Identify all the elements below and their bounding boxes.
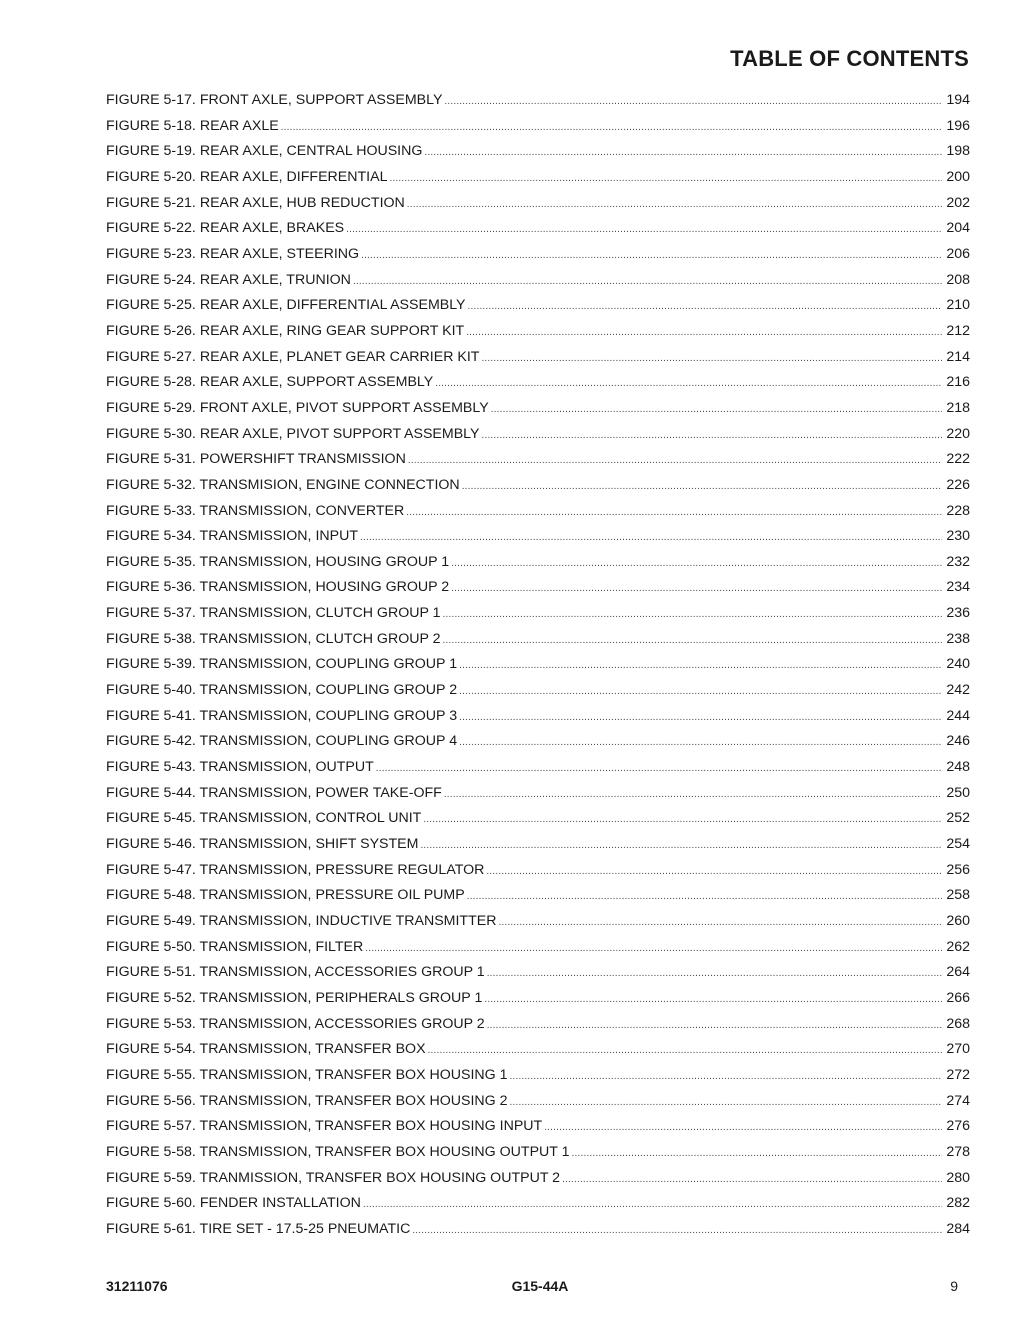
toc-entry-label: FIGURE 5-22. REAR AXLE, BRAKES: [106, 220, 345, 237]
toc-entry[interactable]: [106, 216, 970, 242]
toc-entry-page: 210: [946, 297, 970, 314]
toc-entry[interactable]: [106, 499, 970, 525]
dot-leader: [544, 1115, 942, 1141]
toc-entry-page: 274: [946, 1092, 970, 1109]
dot-leader: [389, 166, 942, 192]
toc-entry-label: FIGURE 5-41. TRANSMISSION, COUPLING GROUP 3: [106, 707, 458, 724]
dot-leader: [572, 1141, 942, 1167]
toc-entry-label: FIGURE 5-58. TRANSMISSION, TRANSFER BOX HOUSING OUTPUT 1: [106, 1143, 570, 1160]
footer-part-number: 31211076: [106, 1278, 168, 1294]
dot-leader: [481, 346, 942, 372]
dot-leader: [420, 833, 942, 859]
toc-list: [106, 88, 970, 1243]
toc-entry-page: 204: [946, 220, 970, 237]
toc-entry-page: 196: [946, 117, 970, 134]
toc-entry-label: FIGURE 5-61. TIRE SET - 17.5-25 PNEUMATIC: [106, 1220, 411, 1237]
dot-leader: [487, 1013, 942, 1039]
toc-entry-page: 282: [946, 1195, 970, 1212]
toc-entry-label: FIGURE 5-42. TRANSMISSION, COUPLING GROUP 4: [106, 733, 458, 750]
toc-entry-label: FIGURE 5-59. TRANMISSION, TRANSFER BOX HOUSING OUTPUT 2: [106, 1169, 561, 1186]
toc-entry-page: 258: [946, 887, 970, 904]
toc-entry[interactable]: [106, 345, 970, 371]
toc-entry-page: 252: [946, 810, 970, 827]
toc-entry-label: FIGURE 5-56. TRANSMISSION, TRANSFER BOX HOUSING 2: [106, 1092, 508, 1109]
toc-entry-page: 254: [946, 836, 970, 853]
toc-entry[interactable]: [106, 627, 970, 653]
dot-leader: [487, 961, 942, 987]
dot-leader: [428, 1038, 942, 1064]
toc-entry[interactable]: [106, 883, 970, 909]
dot-leader: [281, 115, 942, 141]
toc-entry-label: FIGURE 5-45. TRANSMISSION, CONTROL UNIT: [106, 810, 422, 827]
toc-entry-label: FIGURE 5-51. TRANSMISSION, ACCESSORIES GROUP 1: [106, 964, 485, 981]
dot-leader: [484, 987, 942, 1013]
toc-entry-page: 276: [946, 1118, 970, 1135]
toc-entry-label: FIGURE 5-26. REAR AXLE, RING GEAR SUPPORT KIT: [106, 322, 465, 339]
toc-entry-page: 264: [946, 964, 970, 981]
dot-leader: [406, 500, 942, 526]
dot-leader: [361, 243, 942, 269]
dot-leader: [444, 89, 942, 115]
toc-entry-label: FIGURE 5-20. REAR AXLE, DIFFERENTIAL: [106, 168, 388, 185]
toc-entry-label: FIGURE 5-47. TRANSMISSION, PRESSURE REGULATOR: [106, 861, 485, 878]
toc-entry[interactable]: [106, 242, 970, 268]
toc-entry-label: FIGURE 5-17. FRONT AXLE, SUPPORT ASSEMBLY: [106, 92, 443, 108]
toc-entry-label: FIGURE 5-39. TRANSMISSION, COUPLING GROUP 1: [106, 656, 458, 673]
dot-leader: [424, 140, 942, 166]
toc-entry[interactable]: [106, 447, 970, 473]
toc-entry[interactable]: [106, 1063, 970, 1089]
toc-entry[interactable]: [106, 678, 970, 704]
toc-entry[interactable]: [106, 191, 970, 217]
toc-entry-page: 242: [946, 682, 970, 699]
dot-leader: [363, 1192, 942, 1218]
dot-leader: [412, 1218, 942, 1244]
toc-entry-page: 212: [946, 322, 970, 339]
toc-entry[interactable]: [106, 88, 970, 114]
toc-entry[interactable]: [106, 1037, 970, 1063]
toc-entry-label: FIGURE 5-36. TRANSMISSION, HOUSING GROUP 2: [106, 579, 450, 596]
toc-entry[interactable]: [106, 806, 970, 832]
toc-entry-label: FIGURE 5-54. TRANSMISSION, TRANSFER BOX: [106, 1041, 426, 1058]
dot-leader: [451, 551, 942, 577]
dot-leader: [467, 884, 942, 910]
toc-entry-page: 246: [946, 733, 970, 750]
toc-entry-label: FIGURE 5-40. TRANSMISSION, COUPLING GROUP 2: [106, 682, 458, 699]
toc-entry-label: FIGURE 5-35. TRANSMISSION, HOUSING GROUP 1: [106, 553, 450, 570]
toc-entry-page: 200: [946, 168, 970, 185]
toc-entry-page: 280: [946, 1169, 970, 1186]
toc-entry[interactable]: [106, 473, 970, 499]
toc-entry-label: FIGURE 5-55. TRANSMISSION, TRANSFER BOX HOUSING 1: [106, 1066, 508, 1083]
toc-entry-label: FIGURE 5-60. FENDER INSTALLATION: [106, 1195, 361, 1212]
toc-entry-page: 238: [946, 630, 970, 647]
dot-leader: [510, 1090, 942, 1116]
toc-entry[interactable]: [106, 986, 970, 1012]
page-title: TABLE OF CONTENTS: [730, 46, 969, 71]
toc-entry-page: 240: [946, 656, 970, 673]
toc-entry-page: 202: [946, 194, 970, 211]
dot-leader: [353, 269, 942, 295]
toc-entry-page: 250: [946, 784, 970, 801]
toc-entry-label: FIGURE 5-19. REAR AXLE, CENTRAL HOUSING: [106, 143, 423, 160]
toc-entry-page: 236: [946, 605, 970, 622]
toc-entry-label: FIGURE 5-37. TRANSMISSION, CLUTCH GROUP 1: [106, 605, 441, 622]
dot-leader: [486, 859, 942, 885]
toc-entry[interactable]: [106, 524, 970, 550]
dot-leader: [459, 679, 942, 705]
toc-entry[interactable]: [106, 935, 970, 961]
toc-entry-page: 278: [946, 1143, 970, 1160]
toc-entry[interactable]: [106, 601, 970, 627]
toc-entry-label: FIGURE 5-53. TRANSMISSION, ACCESSORIES GROUP 2: [106, 1015, 485, 1032]
toc-entry-page: 222: [946, 451, 970, 468]
toc-entry[interactable]: [106, 114, 970, 140]
toc-entry[interactable]: [106, 575, 970, 601]
toc-entry[interactable]: [106, 319, 970, 345]
toc-entry-label: FIGURE 5-38. TRANSMISSION, CLUTCH GROUP 2: [106, 630, 441, 647]
dot-leader: [443, 628, 942, 654]
toc-entry[interactable]: [106, 1114, 970, 1140]
dot-leader: [491, 397, 942, 423]
toc-entry-page: 266: [946, 989, 970, 1006]
toc-entry[interactable]: [106, 139, 970, 165]
dot-leader: [376, 756, 942, 782]
toc-entry-label: FIGURE 5-21. REAR AXLE, HUB REDUCTION: [106, 194, 405, 211]
toc-entry-page: 194: [946, 92, 970, 108]
toc-entry-page: 220: [946, 425, 970, 442]
dot-leader: [481, 423, 942, 449]
dot-leader: [468, 294, 942, 320]
dot-leader: [346, 217, 942, 243]
dot-leader: [462, 474, 942, 500]
footer-page-number: 9: [950, 1278, 958, 1294]
toc-entry[interactable]: [106, 550, 970, 576]
dot-leader: [510, 1064, 942, 1090]
toc-entry-page: 234: [946, 579, 970, 596]
dot-leader: [459, 730, 942, 756]
toc-entry-label: FIGURE 5-46. TRANSMISSION, SHIFT SYSTEM: [106, 836, 419, 853]
toc-entry[interactable]: [106, 165, 970, 191]
toc-entry-page: 228: [946, 502, 970, 519]
toc-entry-page: 198: [946, 143, 970, 160]
dot-leader: [407, 192, 942, 218]
toc-entry-page: 230: [946, 528, 970, 545]
toc-entry-page: 244: [946, 707, 970, 724]
dot-leader: [498, 910, 942, 936]
toc-entry[interactable]: [106, 268, 970, 294]
toc-entry[interactable]: [106, 704, 970, 730]
toc-entry[interactable]: [106, 1191, 970, 1217]
toc-entry-label: FIGURE 5-57. TRANSMISSION, TRANSFER BOX HOUSING INPUT: [106, 1118, 543, 1135]
toc-entry-label: FIGURE 5-48. TRANSMISSION, PRESSURE OIL PUMP: [106, 887, 465, 904]
toc-entry[interactable]: [106, 293, 970, 319]
toc-entry-label: FIGURE 5-33. TRANSMISSION, CONVERTER: [106, 502, 405, 519]
toc-entry[interactable]: [106, 396, 970, 422]
dot-leader: [443, 602, 942, 628]
toc-entry-page: 262: [946, 938, 970, 955]
dot-leader: [444, 782, 942, 808]
dot-leader: [360, 525, 942, 551]
toc-entry-label: FIGURE 5-28. REAR AXLE, SUPPORT ASSEMBLY: [106, 374, 434, 391]
toc-entry-page: 284: [946, 1220, 970, 1237]
toc-entry-label: FIGURE 5-18. REAR AXLE: [106, 117, 279, 134]
toc-entry[interactable]: [106, 370, 970, 396]
toc-entry-page: 248: [946, 759, 970, 776]
toc-entry-label: FIGURE 5-25. REAR AXLE, DIFFERENTIAL ASSEMBLY: [106, 297, 466, 314]
footer-model: G15-44A: [511, 1278, 569, 1294]
toc-entry-label: FIGURE 5-32. TRANSMISION, ENGINE CONNECTION: [106, 476, 460, 493]
dot-leader: [451, 576, 942, 602]
toc-entry-page: 214: [946, 348, 970, 365]
toc-entry-page: 216: [946, 374, 970, 391]
toc-entry-page: 232: [946, 553, 970, 570]
toc-entry[interactable]: [106, 960, 970, 986]
toc-entry[interactable]: [106, 652, 970, 678]
toc-entry[interactable]: [106, 832, 970, 858]
toc-entry-label: FIGURE 5-43. TRANSMISSION, OUTPUT: [106, 759, 374, 776]
toc-entry-page: 256: [946, 861, 970, 878]
toc-entry-label: FIGURE 5-52. TRANSMISSION, PERIPHERALS GROUP 1: [106, 989, 483, 1006]
toc-entry-label: FIGURE 5-44. TRANSMISSION, POWER TAKE-OFF: [106, 784, 442, 801]
toc-entry[interactable]: [106, 1217, 970, 1243]
toc-entry-page: 226: [946, 476, 970, 493]
toc-entry[interactable]: [106, 1166, 970, 1192]
toc-entry[interactable]: [106, 1012, 970, 1038]
toc-entry-page: 206: [946, 245, 970, 262]
toc-entry-page: 270: [946, 1041, 970, 1058]
toc-entry[interactable]: [106, 909, 970, 935]
toc-entry[interactable]: [106, 422, 970, 448]
dot-leader: [459, 653, 942, 679]
toc-entry-label: FIGURE 5-23. REAR AXLE, STEERING: [106, 245, 360, 262]
toc-entry[interactable]: [106, 1089, 970, 1115]
toc-entry[interactable]: [106, 781, 970, 807]
dot-leader: [459, 705, 942, 731]
toc-entry-page: 218: [946, 399, 970, 416]
toc-entry-label: FIGURE 5-24. REAR AXLE, TRUNION: [106, 271, 351, 288]
toc-entry[interactable]: [106, 1140, 970, 1166]
toc-entry[interactable]: [106, 729, 970, 755]
dot-leader: [365, 936, 942, 962]
toc-entry-label: FIGURE 5-50. TRANSMISSION, FILTER: [106, 938, 364, 955]
dot-leader: [408, 448, 942, 474]
toc-entry-label: FIGURE 5-29. FRONT AXLE, PIVOT SUPPORT ASSEMBLY: [106, 399, 489, 416]
dot-leader: [423, 807, 942, 833]
toc-entry-label: FIGURE 5-49. TRANSMISSION, INDUCTIVE TRANSMITTER: [106, 913, 497, 929]
toc-entry-label: FIGURE 5-31. POWERSHIFT TRANSMISSION: [106, 451, 406, 468]
dot-leader: [466, 320, 942, 346]
dot-leader: [435, 371, 942, 397]
toc-entry-page: 208: [946, 271, 970, 288]
toc-entry-label: FIGURE 5-30. REAR AXLE, PIVOT SUPPORT ASSEMBLY: [106, 425, 480, 442]
toc-entry[interactable]: [106, 755, 970, 781]
toc-entry[interactable]: [106, 858, 970, 884]
toc-entry-label: FIGURE 5-27. REAR AXLE, PLANET GEAR CARRIER KIT: [106, 348, 480, 365]
toc-entry-page: 272: [946, 1066, 970, 1083]
toc-entry-label: FIGURE 5-34. TRANSMISSION, INPUT: [106, 528, 359, 545]
dot-leader: [562, 1167, 942, 1193]
toc-entry-page: 268: [946, 1015, 970, 1032]
toc-entry-page: 260: [946, 913, 970, 929]
